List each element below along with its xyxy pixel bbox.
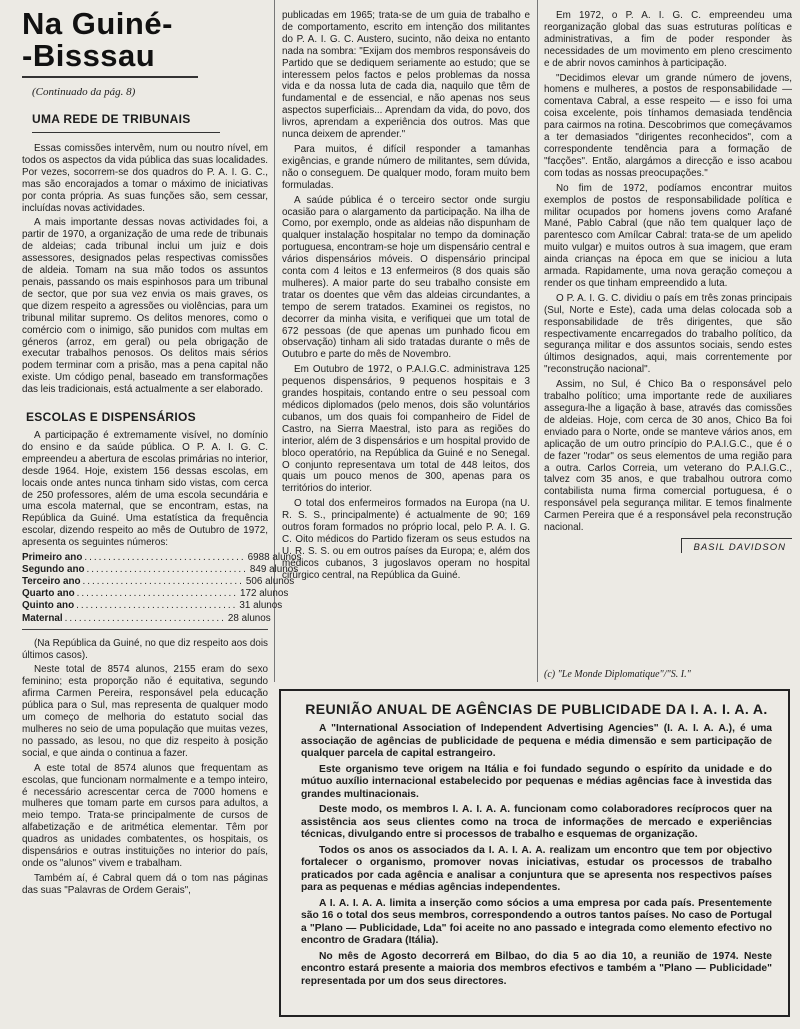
continued-note: (Continuado da pág. 8) (32, 86, 136, 98)
paragraph: Também aí, é Cabral quem dá o tom nas páginas das suas "Palavras de Ordem Gerais", (22, 872, 268, 896)
iaiaa-notice-box (279, 689, 790, 1017)
stat-label: Quinto ano (22, 600, 75, 612)
paragraph: Assim, no Sul, é Chico Ba o responsável pelo trabalho político; uma importante rede de auxiliares assegura-lhe a ligação à base, através das comissões de aldeias. Hoje, com cerca de 30 anos, Chico Ba foi enviado para o Norte, onde se manteve vários anos, em aplicação de um outro princípio do P.A.I.G.C., que é o de fazer "rodar" os seus elementos de uma região para a outra. Carlos Correia, um veterano do P.A.I.G.C., talvez com 35 anos, e que trabalhou outrora como contabilista numa firma comercial portuguesa, é o responsável pela segurança militar. E temos finalmente Carmen Pereira que é a responsável pela reconstrução nacional. (544, 379, 792, 534)
stat-leader: .................................. (76, 588, 238, 600)
paragraph: "Decidimos elevar um grande número de jovens, homens e mulheres, a postos de responsabilidade — comentava Cabral, a esse respeito — e isso foi uma coisa excelente, pois tínhamos demasiada tendência para cairmos na rotina. Descobrimos que começávamos a ter demasiados "dirigentes reconhecidos", com a correspondente tendência para a formação de "facções". Então, alargámos a direcção e isso acabou com todas as nossas preocupações." (544, 72, 792, 179)
stat-label: Terceiro ano (22, 576, 81, 588)
paragraph: A este total de 8574 alunos que frequentam as escolas, que funcionam normalmente e a tempo inteiro, é necessário acrescentar cerca de 7000 homens e mulheres que tomam parte em cursos para adultos, a meio tempo. Trata-se principalmente de cursos de alfabetização e de aritmética elementar. Têm por quadros as unidades combatentes, os hospitais, os dispensários e outras instituições no interior do país, onde os "alunos" vivem e trabalham. (22, 762, 268, 869)
stat-leader: .................................. (76, 600, 238, 612)
paragraph: A participação é extremamente visível, no domínio do ensino e da saúde pública. O P. A. I. G. C. empreendeu a abertura de escolas primárias no interior, desde 1964. Hoje, existem 156 dessas escolas, em locais onde antes nunca tinham sido vistas, com cerca de 250 professores, além de uma escola secundária e uma escola maternal, que se encontram, estas, na República da Guiné. Uma estatística da frequência escolar, dizendo respeito ao mês de Outubro de 1972, apresenta os seguintes números: (22, 430, 268, 549)
title-line-1: Na Guiné- (22, 6, 173, 41)
section-heading-tribunais: UMA REDE DE TRIBUNAIS (32, 112, 191, 126)
article-column-1 (22, 0, 302, 900)
paragraph: O total dos enfermeiros formados na Europa (na U. R. S. S., principalmente) é actualmente de 90; 169 outros foram formados no próprio local, pelo P. A. I. G. C. Oito médicos do Partido fizeram os seus estudos na U. R. S. S. ou em outros países da Europa; e, além dos médicos cubanos, 3 jugoslavos operam no hospital cirúrgico central, na República da Guiné. (282, 498, 530, 581)
stat-label: Primeiro ano (22, 552, 83, 564)
byline-box (544, 538, 792, 553)
paragraph: Neste total de 8574 alunos, 2155 eram do sexo feminino; esta proporção não é equitativa, segundo afirma Carmen Pereira, responsável pela educação pública para o Sul, mas representa de qualquer modo um começo de melhoria do estatuto social das mulheres no seio de uma população que muitas vezes, no passado, as lesou, no que diz respeito à posição social, e que ainda o continua a fazer. (22, 664, 268, 759)
paragraph: A saúde pública é o terceiro sector onde surgiu ocasião para o alargamento da participação. Na ilha de Como, por exemplo, onde as aldeias não dispunham de qualquer instalação hospitalar no tempo da dominação portuguesa, encontram-se hoje um dispensário central e vários dispensários móveis. O dispensário principal conta com 4 leitos e 13 enfermeiros (8 dos quais são mulheres). A maior parte do seu trabalho consiste em tratar os doentes que vêm das aldeias circundantes, a tempo de serem tratados. Examinei os registos, no decorrer da minha visita, e verifiquei que um total de 672 pessoas (de que apenas um punhado ficou em observação) tinham ali sido tratadas durante o mês de Outubro e parte do mês de Novembro. (282, 194, 530, 361)
notice-paragraph: A "International Association of Independent Advertising Agencies" (I. A. I. A. A.), é uma associação de agências de publicidade de pequena e média dimensão e sem participação de qualquer parcela de capital estrangeiro. (301, 723, 772, 759)
paragraph: (Na República da Guiné, no que diz respeito aos dois últimos casos). (22, 637, 268, 661)
notice-paragraph: No mês de Agosto decorrerá em Bilbao, do dia 5 ao dia 10, a reunião de 1974. Neste encontro estará presente a maioria dos membros efectivos e também a "Plano — Publicidade" representada por um dos seus directores. (301, 950, 772, 987)
stat-label: Maternal (22, 612, 63, 624)
stat-row (22, 588, 289, 600)
stat-value: 172 alunos (239, 588, 289, 600)
paragraph: No fim de 1972, podíamos encontrar muitos exemplos de postos de responsabilidade política e militar ocupados por homens jovens como Arafané Mané, Pablo Cabral (que não tem qualquer laço de parentesco com Amílcar Cabral: trata-se de um apelido muito vulgar) e muitos outros à sua imagem, que eram ainda crianças na época em que se iniciou a luta armada. Rapidamente, uma nova geração começou a render os que tinham empreendido a luta. (544, 182, 792, 289)
stat-row (22, 600, 283, 612)
title-rule (22, 76, 198, 78)
section-tribunais-body (22, 143, 268, 396)
author-byline: BASIL DAVIDSON (681, 538, 793, 553)
stat-value: 506 alunos (245, 576, 295, 588)
stat-value: 31 alunos (239, 600, 283, 612)
title-line-2: -Bisssau (22, 38, 156, 73)
notice-heading: REUNIÃO ANUAL DE AGÊNCIAS DE PUBLICIDADE DA I. A. I. A. A. (305, 701, 768, 717)
stat-leader: .................................. (86, 564, 248, 576)
stats-rule (22, 629, 268, 630)
notice-paragraph: Este organismo teve origem na Itália e foi fundado segundo o espírito da unidade e do mútuo auxílio internacional estabelecido por pequenas e médias agências face à investida das grandes multinacionais. (301, 763, 772, 800)
article-title (22, 8, 268, 72)
stat-leader: .................................. (84, 552, 246, 564)
stat-value: 6988 alunos (247, 552, 302, 564)
section-heading-escolas: ESCOLAS E DISPENSÁRIOS (26, 410, 196, 425)
section-heading-rule (32, 132, 220, 133)
source-credit: (c) "Le Monde Diplomatique"/"S. I." (544, 669, 691, 680)
stat-label: Quarto ano (22, 588, 75, 600)
article-column-3 (544, 10, 792, 553)
school-stats-list (22, 552, 302, 625)
article-column-2 (282, 10, 530, 585)
paragraph: Para muitos, é difícil responder a tamanhas exigências, e grande número de militantes, sem dúvida, não o conseguem. De qualquer modo, foram muito bem formuladas. (282, 143, 530, 191)
paragraph: Em 1972, o P. A. I. G. C. empreendeu uma reorganização global das suas estruturas políticas e administrativas, a fim de poder responder às necessidades de um movimento em pleno crescimento e de abrir novos caminhos à participação. (544, 10, 792, 69)
paragraph: Em Outubro de 1972, o P.A.I.G.C. administrava 125 pequenos dispensários, 9 pequenos hospitais e 3 grandes hospitais, contando entre o seu pessoal com médicos diplomados (pelo menos, dois são voluntários cubanos, um dos quais foi companheiro de Fidel de Castro, na Sierra Maestral, isto para as regiões do interior, além de 3 dispensários e um hospital provido de bloco operatório, na República da Guiné e no Senegal. O conjunto representava um total de 448 leitos, dos quais um pouco menos de 300, apenas para os territórios do interior. (282, 364, 530, 495)
notice-paragraph: Todos os anos os associados da I. A. I. A. A. realizam um encontro que tem por objectivo fortalecer o organismo, promover novas iniciativas, estudar os processos de trabalho praticados por cada agência e analisar a conjuntura que se apresenta nos respectivos países para as pequenas e médias agências independentes. (301, 844, 772, 893)
stat-row (22, 576, 295, 588)
paragraph: publicadas em 1965; trata-se de um guia de trabalho e de comportamento, escrito em intenção dos militantes do P. A. I. G. C. Austero, sucinto, não deixa no entanto nada na sombra: "Exijam dos membros responsáveis do Partido que se dediquem seriamente ao estudo; que se interessem pelos factos e pelos problemas da nossa vida e da nossa luta de cada dia, naquilo que têm de fundamental e de essencial, e não apenas nos seus aspectos superficiais... Aprendam da vida, do povo, dos livros, aprendam a experiência dos outros. Mas que nunca deixem de aprender." (282, 10, 530, 141)
notice-paragraph: A I. A. I. A. A. limita a inserção como sócios a uma empresa por cada país. Presentemente são 16 o total dos seus membros, correspondendo a outros tantos países. No caso de Portugal a "Plano — Publicidade, Lda" foi aceite no ano passado e integrada como elemento efectivo no encontro de Gradara (Itália). (301, 897, 772, 946)
stat-row (22, 564, 299, 576)
paragraph: A mais importante dessas novas actividades foi, a partir de 1970, a organização de uma rede de tribunais de aldeias; cada tribunal inclui um juiz e dois assessores, designados pelas respectivas comissões de aldeia. Tomam na sua mão todos os assuntos penais, passando os mais espinhosos para um tribunal de sector, que por sua vez envia os mais graves, os que dizem respeito a agressões ou violências, para um tribunal militar supremo. Os delitos menores, como o comércio com o inimigo, são punidos com multas em géneros (arroz, em geral) ou pela obrigação de executar trabalhos penosos. Os delitos mais sérios podem terminar com a prisão, mas a pena capital não existe. Um código penal, baseado em transformações das leis tradicionais, está actualmente a ser elaborado. (22, 217, 268, 396)
stat-value: 28 alunos (227, 612, 271, 624)
stat-label: Segundo ano (22, 564, 85, 576)
paragraph: O P. A. I. G. C. dividiu o país em três zonas principais (Sul, Norte e Este), cada uma delas colocada sob a responsabilidade de três dirigentes, que são respectivamente encarregados do trabalho político, da segurança militar e dos assuntos sociais, sendo estes últimos designados, aqui, mais correntemente por "reconstrução nacional". (544, 292, 792, 376)
notice-paragraph: Deste modo, os membros I. A. I. A. A. funcionam como colaboradores recíprocos quer na assistência aos seus clientes como na troca de informações de mercado e experiências técnicas, divulgando entre si processos de trabalho e esquemas de organização. (301, 804, 772, 840)
column-divider (537, 0, 538, 682)
stat-row (22, 552, 302, 564)
stat-row (22, 612, 271, 625)
paragraph: Essas comissões intervêm, num ou noutro nível, em todos os aspectos da vida pública das suas localidades. Por vezes, socorrem-se dos quadros do P. A. I. G. C., mas são encorajados a tomar o máximo de iniciativas por conta própria. As suas funções são, sem cessar, incluídas novas actividades. (22, 143, 268, 214)
stat-value: 849 alunos (249, 564, 299, 576)
stat-leader: .................................. (82, 576, 244, 588)
stat-leader: .................................. (64, 612, 226, 624)
